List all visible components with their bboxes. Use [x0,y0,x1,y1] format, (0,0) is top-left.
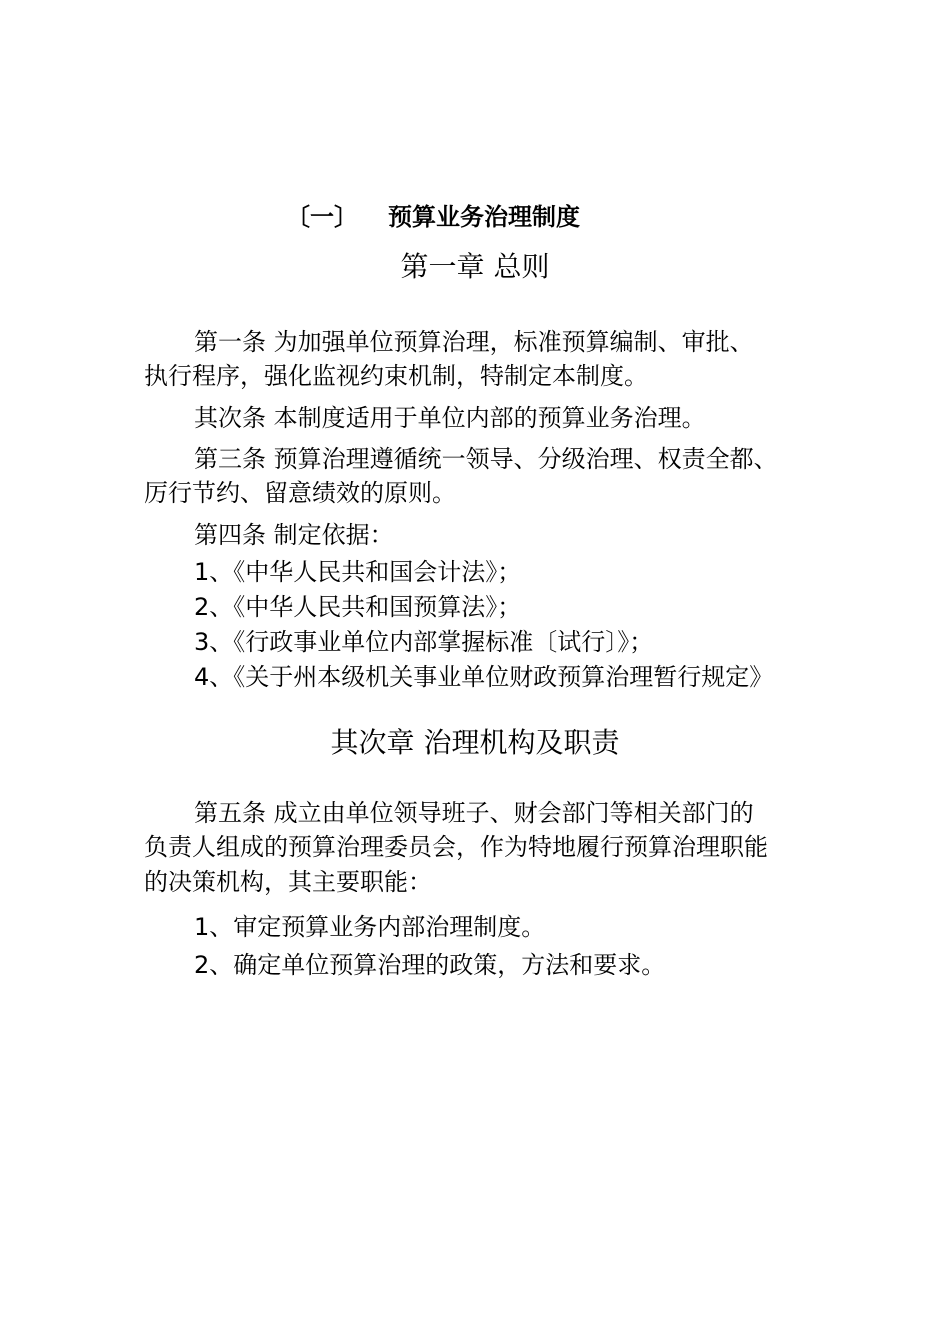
article-4: 第四条 制定依据： [194,521,394,549]
document-title [286,200,580,234]
chapter-1-heading: 第一章 总则 [400,250,550,283]
article-1-line-2: 执行程序，强化监视约束机制，特制定本制度。 [144,362,648,390]
basis-item-3: 3、《行政事业单位内部掌握标准〔试行〕》； [194,628,654,656]
chapter-2-heading: 其次章 治理机构及职责 [330,726,620,759]
article-5-line-3: 的决策机构，其主要职能： [144,868,432,896]
basis-item-1: 1、《中华人民共和国会计法》； [194,558,522,586]
article-3-line-2: 厉行节约、留意绩效的原则。 [144,479,456,507]
basis-item-2: 2、《中华人民共和国预算法》； [194,593,522,621]
article-5-line-2: 负责人组成的预算治理委员会，作为特地履行预算治理职能 [144,833,768,861]
article-2: 其次条 本制度适用于单位内部的预算业务治理。 [194,404,706,432]
article-5-line-1: 第五条 成立由单位领导班子、财会部门等相关部门的 [194,799,754,827]
duty-item-2: 2、确定单位预算治理的政策，方法和要求。 [194,951,666,979]
article-1-line-1: 第一条 为加强单位预算治理，标准预算编制、审批、 [194,328,754,356]
basis-item-4: 4、《关于州本级机关事业单位财政预算治理暂行规定》 [194,663,774,691]
title-number: 〔一〕 [286,203,358,231]
title-text: 预算业务治理制度 [388,203,580,231]
duty-item-1: 1、审定预算业务内部治理制度。 [194,913,546,941]
article-3-line-1: 第三条 预算治理遵循统一领导、分级治理、权责全都、 [194,445,778,473]
